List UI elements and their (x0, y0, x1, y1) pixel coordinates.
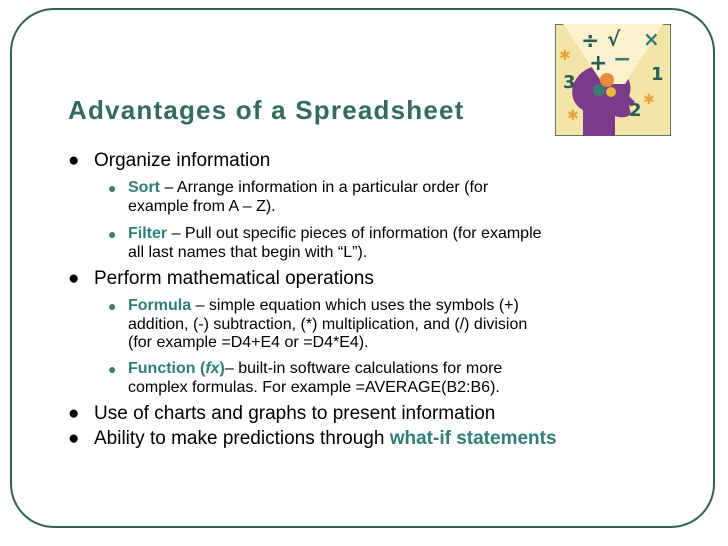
sub-bullet-icon: ● (108, 180, 117, 196)
bullet-icon: ● (68, 428, 80, 449)
math-head-icon (555, 24, 671, 136)
sub-bullet-icon: ● (108, 226, 117, 242)
svg-text:✱: ✱ (567, 107, 579, 123)
sub-bullet-function: Function (fx)– built-in software calculations for more complex formulas. For example =AVERAGE(B2:B6). (128, 360, 503, 396)
bullet-predictions: Ability to make predictions through what-if statements (94, 428, 557, 449)
svg-text:✱: ✱ (643, 91, 655, 107)
svg-text:−: − (613, 47, 632, 72)
bullet-charts: Use of charts and graphs to present information (94, 403, 496, 424)
svg-text:2: 2 (629, 100, 642, 121)
sub-bullet-icon: ● (108, 361, 117, 377)
sub-bullet-icon: ● (108, 298, 117, 314)
svg-text:3: 3 (563, 72, 576, 93)
sub-bullet-formula: Formula – simple equation which uses the symbols (+) addition, (-) subtraction, (*) multiplication, and (/) division (for example =D4+E4 or =D4*E4). (128, 297, 528, 351)
bullet-icon: ● (68, 268, 80, 289)
svg-text:÷: ÷ (581, 29, 600, 54)
keyword-formula: Formula (128, 297, 192, 314)
svg-text:1: 1 (651, 64, 664, 85)
keyword-sort: Sort (128, 179, 160, 196)
svg-text:×: × (643, 27, 660, 51)
slide-title: Advantages of a Spreadsheet (68, 95, 465, 125)
svg-text:√: √ (607, 27, 621, 51)
keyword-function: Function (fx) (128, 360, 225, 377)
sub-bullet-filter: Filter – Pull out specific pieces of information (for example all last names that begin with “L”). (128, 225, 542, 261)
sub-bullet-sort: Sort – Arrange information in a particular order (for example from A – Z). (128, 179, 489, 215)
bullet-icon: ● (68, 150, 80, 171)
bullet-icon: ● (68, 403, 80, 424)
svg-text:✱: ✱ (559, 47, 571, 63)
keyword-filter: Filter (128, 225, 168, 242)
bullet-math: Perform mathematical operations (94, 268, 374, 289)
keyword-what-if: what-if statements (389, 428, 557, 449)
svg-text:+: + (589, 51, 608, 76)
bullet-organize: Organize information (94, 150, 271, 171)
